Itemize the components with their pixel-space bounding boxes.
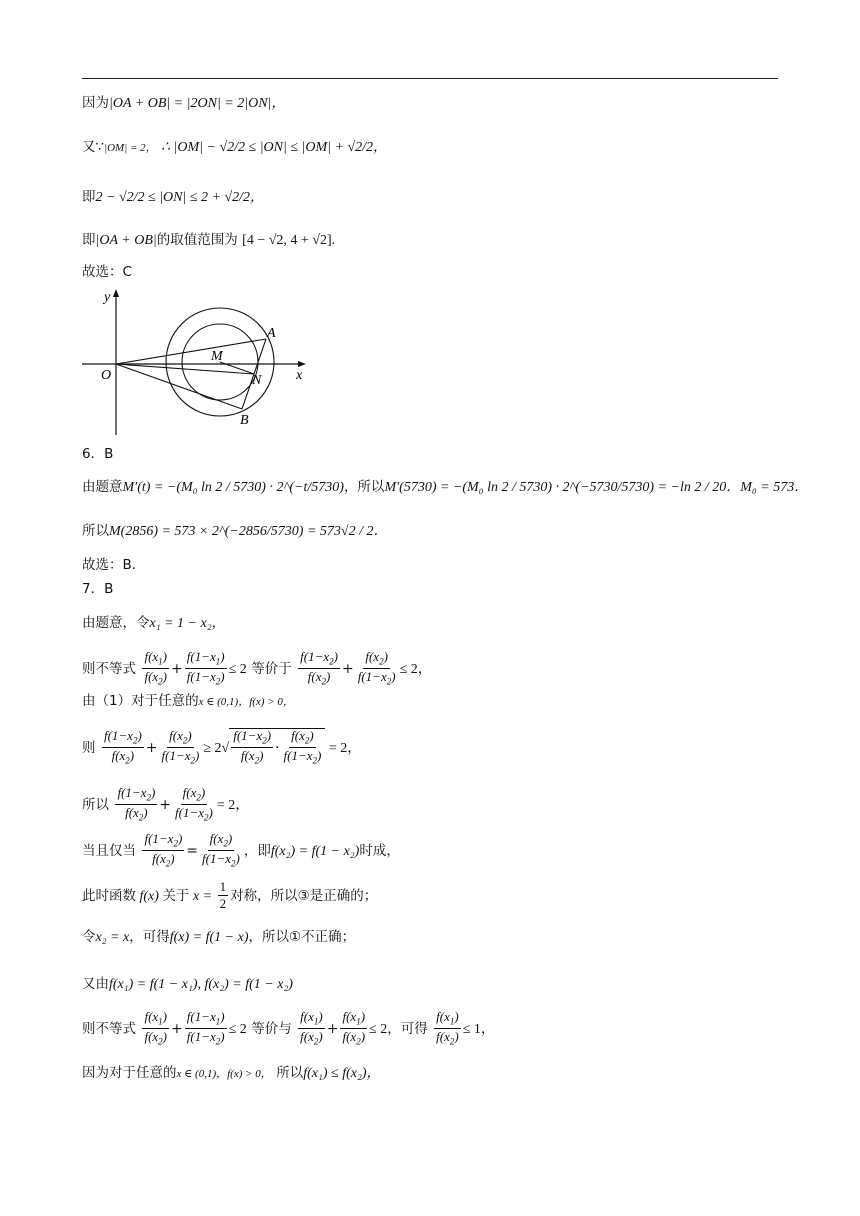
text: ，所以①不正确； (248, 929, 356, 945)
answer-line: 故选：B． (82, 557, 146, 573)
text: 的取值范围为 (156, 232, 238, 248)
math: ∴ |OM| − √2/2 ≤ |ON| ≤ |OM| + √2/2， (161, 140, 388, 155)
text-line (82, 977, 293, 992)
text: 即 (82, 189, 96, 205)
text-line (82, 1066, 381, 1081)
text: 则不等式 (82, 660, 136, 677)
label-B: B (240, 413, 249, 428)
text-line: 所以 $\frac{f(1-x_2)}{f(x_2)}$ + $\frac{f(x_2)}{f(1-x_2)}$ = 2， (82, 785, 250, 824)
answer-line: 故选：C (82, 264, 132, 280)
text-line: 则不等式 $\frac{f(x_1)}{f(x_2)}$ + $\frac{f(1-x_1)}{f(1-x_2)}$ ≤ 2 等价与 $\frac{f(x_1)}{f(x_2)}$ + $\frac{f(x_1)}{f(x_2)}$ ≤ 2，可得 $\frac{f(x_1)}{f(x_2)}$ ≤ 1， (82, 1009, 495, 1048)
fraction: $\frac{f(x_2)}{f(1-x_2)}$ (161, 728, 200, 767)
text: 等价与 (251, 1020, 292, 1037)
math: f(x) = f(1 − x) (169, 930, 249, 945)
fraction: $\frac{f(1-x_1)}{f(1-x_2)}$ (186, 649, 225, 688)
math: x ∈ (0,1)，f(x) > 0， (176, 1068, 272, 1080)
text: 对称，所以③是正确的； (230, 887, 378, 904)
math: f(x₂) = f(1 − x₂) (270, 843, 360, 859)
text: ，可得 (129, 929, 170, 945)
text: 由（1）对于任意的 (82, 693, 199, 709)
geometry-figure (80, 287, 310, 437)
text: 则 (82, 739, 96, 756)
text: 当且仅当 (82, 842, 136, 859)
fraction: $\frac{f(x_1)}{f(x_2)}$ (342, 1009, 366, 1048)
fraction: $\frac{f(1-x_2)}{f(x_2)}$ (300, 649, 338, 688)
label-A: A (267, 326, 276, 341)
y-axis-arrow (113, 289, 119, 297)
text-line (82, 233, 335, 248)
text: ，可得 (387, 1020, 428, 1037)
fraction: $\frac{f(1-x_2)}{f(x_2)}$ (117, 785, 156, 824)
label-O: O (101, 368, 112, 383)
text-line: 此时函数 f(x) 关于 x = $\frac{1}{2}$ 对称，所以③是正确的； (82, 879, 378, 912)
text-line (82, 140, 387, 155)
x-axis-arrow (298, 361, 306, 367)
fraction: $\frac{f(x_2)}{f(1-x_2)}$ (202, 831, 240, 870)
text-line: 则 $\frac{f(1-x_2)}{f(x_2)}$ + $\frac{f(x_2)}{f(1-x_2)}$ ≥ 2√ $\frac{f(1-x_2)}{f(x_2)}$ · $\frac{f(x_2)}{f(1-x_2)}$ = 2， (82, 728, 362, 767)
math: M′(t) = −(M₀ ln 2 / 5730) · 2^(−t/5730) (122, 480, 344, 495)
text: 时成， (359, 842, 400, 859)
label-y: y (104, 290, 111, 305)
fraction: $\frac{f(x_1)}{f(x_2)}$ (300, 1009, 323, 1048)
text: ，所以 (343, 479, 385, 495)
fraction: $\frac{f(1-x_1)}{f(1-x_2)}$ (186, 1009, 225, 1048)
segment-OA (116, 339, 266, 364)
math: x₁ = 1 − x₂， (149, 616, 226, 631)
math: M(2856) = 573 × 2^(−2856/5730) = 573√2 / 2． (109, 524, 388, 539)
fraction: $\frac{f(x_2)}{f(1-x_2)}$ (357, 649, 396, 688)
fraction: $\frac{f(x_2)}{f(1-x_2)}$ (283, 728, 322, 767)
label-x: x (296, 368, 303, 383)
text: 所以 (82, 796, 109, 813)
text: ，即 (243, 842, 271, 859)
math: f(x₁) = f(1 − x₁), f(x₂) = f(1 − x₂) (109, 977, 293, 992)
text-line (82, 480, 808, 495)
text-line (82, 694, 294, 709)
question-6-header: 6．B (82, 446, 114, 462)
label-M: M (211, 349, 223, 364)
math: |OA + OB| = |2ON| = 2|ON|， (109, 96, 286, 111)
math: x₂ = x (95, 930, 130, 945)
text-line (82, 96, 285, 111)
text: 令 (82, 929, 96, 945)
text-line (82, 930, 355, 945)
fraction: $\frac{1}{2}$ (219, 879, 227, 912)
text-line: 当且仅当 $\frac{f(1-x_2)}{f(x_2)}$ = $\frac{f(x_2)}{f(1-x_2)}$ ，即f(x₂) = f(1 − x₂)时成， (82, 831, 400, 870)
fraction: $\frac{f(x_2)}{f(1-x_2)}$ (175, 785, 213, 824)
header-rule (82, 78, 778, 79)
text: 则不等式 (82, 1020, 136, 1037)
text: 又由 (82, 976, 109, 992)
fraction: $\frac{f(1-x_2)}{f(x_2)}$ (103, 728, 142, 767)
label-N: N (252, 373, 262, 388)
text: 即 (82, 232, 96, 248)
fraction: $\frac{f(x_1)}{f(x_2)}$ (436, 1009, 459, 1048)
text: 所以 (82, 523, 109, 539)
text: 因为 (82, 95, 109, 111)
question-7-header: 7．B (82, 581, 114, 597)
math: f(x₁) ≤ f(x₂)， (303, 1066, 381, 1081)
text-line (82, 616, 226, 631)
math: M′(5730) = −(M₀ ln 2 / 5730) · 2^(−5730/5730) = −ln 2 / 20．M₀ = 573． (384, 480, 809, 495)
text-line: 则不等式 $\frac{f(x_1)}{f(x_2)}$ + $\frac{f(1-x_1)}{f(1-x_2)}$ ≤ 2 等价于 $\frac{f(1-x_2)}{f(x_2)}$ + $\frac{f(x_2)}{f(1-x_2)}$ ≤ 2， (82, 649, 432, 688)
text: 关于 (162, 887, 190, 904)
math: |OA + OB| (95, 233, 157, 248)
math: x ∈ (0,1)，f(x) > 0， (198, 696, 294, 708)
math: |OM| = 2， (104, 142, 157, 154)
fraction: $\frac{f(1-x_2)}{f(x_2)}$ (144, 831, 183, 870)
text-line (82, 190, 264, 205)
segment-OB (116, 364, 242, 409)
text-line (82, 524, 387, 539)
text: 等价于 (251, 660, 292, 677)
text: 由题意 (82, 479, 123, 495)
math: 2 − √2/2 ≤ |ON| ≤ 2 + √2/2， (95, 190, 265, 205)
text: 由题意，令 (82, 615, 150, 631)
text: 因为对于任意的 (82, 1065, 177, 1081)
text: 又∵ (82, 139, 105, 155)
fraction: $\frac{f(1-x_2)}{f(x_2)}$ (233, 728, 272, 767)
fraction: $\frac{f(x_1)}{f(x_2)}$ (144, 649, 168, 688)
segment-ON (116, 364, 254, 374)
text: 此时函数 (82, 887, 136, 904)
math: [4 − √2, 4 + √2]. (242, 233, 336, 248)
text: 所以 (276, 1065, 304, 1081)
fraction: $\frac{f(x_1)}{f(x_2)}$ (144, 1009, 168, 1048)
